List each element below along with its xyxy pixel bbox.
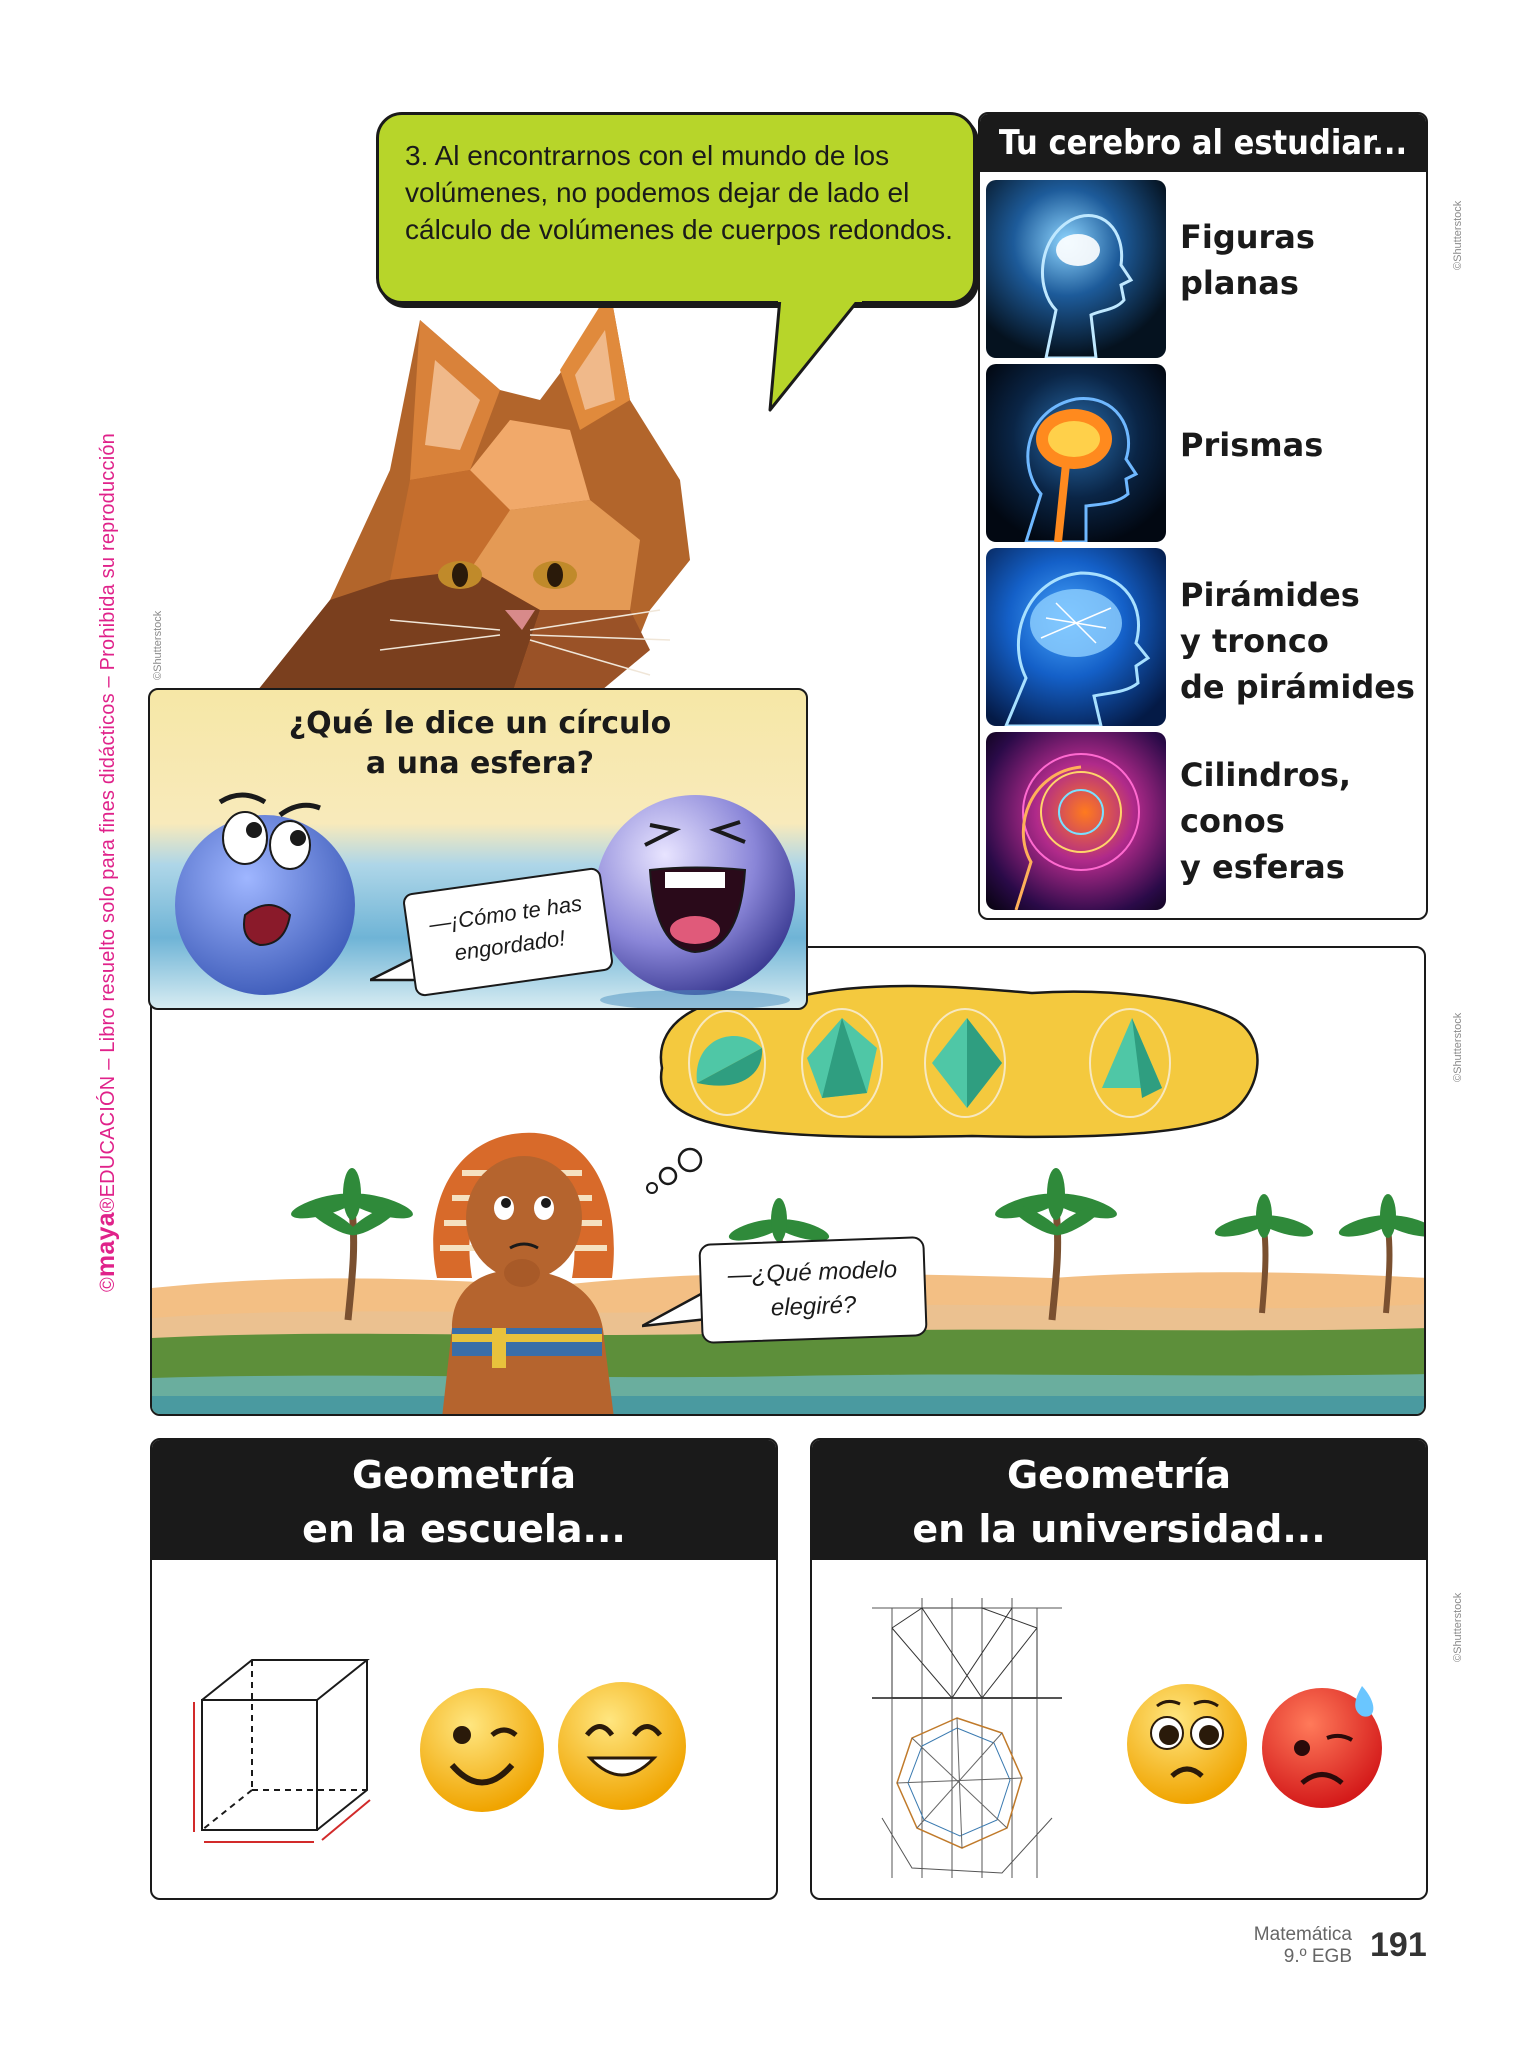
footer-subject: Matemática [1253, 1924, 1352, 1945]
brain-image-1 [986, 180, 1166, 358]
pleading-emoji-icon [1127, 1684, 1247, 1804]
brain-label-2: Prismas [1180, 426, 1324, 464]
cat-illustration [210, 280, 770, 700]
brain-label-1: Figuras planas [1180, 218, 1315, 302]
speech-bubble-text: 3. Al encontrarnos con el mundo de los volúmenes, no podemos dejar de lado el cálculo de volúmenes de cuerpos redondos. [405, 140, 953, 245]
brain-image-2 [986, 364, 1166, 542]
pharaoh-character [433, 1133, 614, 1416]
geometry-school-title: Geometría en la escuela... [152, 1440, 776, 1560]
winking-emoji-icon [420, 1688, 544, 1812]
technical-drawing-and-emojis [862, 1588, 1392, 1888]
brain-panel-title: Tu cerebro al estudiar... [980, 114, 1426, 172]
geometry-university-panel [810, 1438, 1428, 1900]
pharaoh-panel [150, 946, 1426, 1416]
brain-panel [978, 112, 1428, 920]
photo-credit: ©Shutterstock [1452, 1592, 1464, 1662]
pharaoh-speech-bubble: —¿Qué modelo elegiré? [698, 1236, 927, 1344]
copyright-notice [92, 433, 121, 1292]
technical-drawing [872, 1598, 1062, 1878]
footer-grade: 9.º EGB [1283, 1946, 1352, 1967]
grinning-emoji-icon [558, 1682, 686, 1810]
brain-label-3: Pirámides y tronco de pirámides [1180, 576, 1415, 706]
geometry-school-panel [150, 1438, 778, 1900]
joke-title: ¿Qué le dice un círculo a una esfera? [288, 706, 672, 781]
registered-mark: ® [97, 1197, 119, 1213]
brain-label-4: Cilindros, conos y esferas [1180, 756, 1352, 886]
cube-drawing [194, 1660, 370, 1842]
photo-credit: ©Shutterstock [152, 610, 164, 680]
notice-text: EDUCACIÓN – Libro resuelto solo para fines didácticos – Prohibida su reproducción [97, 433, 119, 1198]
angry-sweat-emoji-icon [1262, 1686, 1382, 1808]
brain-image-3 [986, 548, 1166, 726]
photo-credit: ©Shutterstock [1452, 200, 1464, 270]
joke-speech-bubble: —¡Cómo te has engordado! [402, 867, 615, 998]
photo-credit: ©Shutterstock [1452, 1012, 1464, 1082]
brain-image-4 [986, 732, 1166, 910]
speech-bubble-tail [760, 298, 880, 418]
joke-panel [148, 688, 808, 1010]
cube-and-emojis [182, 1640, 722, 1860]
copyright-symbol: © [97, 1277, 119, 1292]
speech-bubble [376, 112, 976, 304]
page-number: 191 [1370, 1926, 1427, 1964]
brand-logo-text: maya [92, 1212, 120, 1278]
geometry-university-title: Geometría en la universidad... [812, 1440, 1426, 1560]
